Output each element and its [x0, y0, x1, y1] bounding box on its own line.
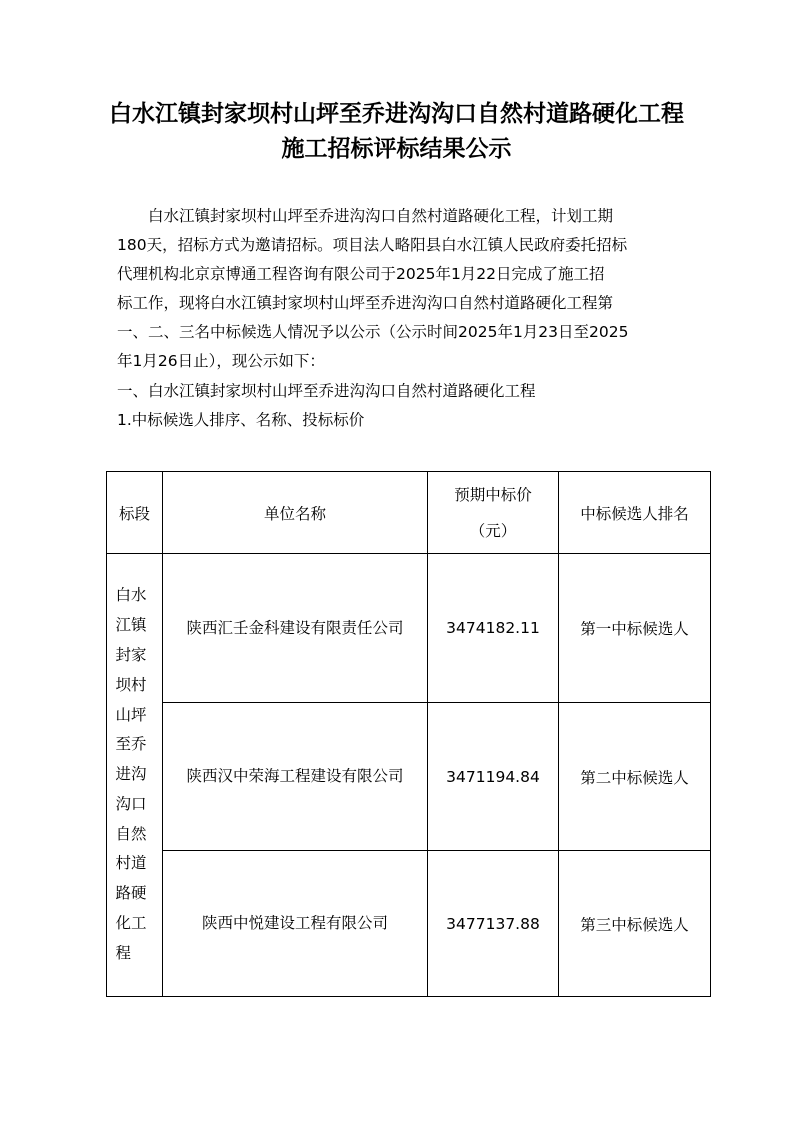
document-title-line-1: 白水江镇封家坝村山坪至乔进沟沟口自然村道路硬化工程	[109, 100, 684, 127]
table-row	[107, 703, 711, 851]
table-row	[107, 554, 711, 703]
price-cell: 3471194.84	[428, 703, 559, 851]
rank-cell: 第一中标候选人	[559, 554, 711, 703]
header-price-line-2: （元）	[469, 521, 517, 540]
price-cell: 3474182.11	[428, 554, 559, 703]
subsection-heading: 1.中标候选人排序、名称、投标标价	[117, 411, 365, 429]
paragraph-line-3: 代理机构北京京博通工程咨询有限公司于2025年1月22日完成了施工招	[117, 265, 605, 283]
header-segment: 标段	[107, 472, 163, 554]
company-cell: 陕西汇壬金科建设有限责任公司	[163, 554, 428, 703]
company-cell: 陕西汉中荣海工程建设有限公司	[163, 703, 428, 851]
segment-cell	[107, 554, 163, 997]
segment-name: 白水江镇封家坝村山坪至乔进沟沟口自然村道路硬化工程	[115, 586, 147, 962]
price-cell: 3477137.88	[428, 851, 559, 997]
paragraph-line-2: 180天，招标方式为邀请招标。项目法人略阳县白水江镇人民政府委托招标	[117, 236, 628, 254]
rank-cell: 第二中标候选人	[559, 703, 711, 851]
section-heading: 一、白水江镇封家坝村山坪至乔进沟沟口自然村道路硬化工程	[117, 382, 536, 400]
table-row	[107, 851, 711, 997]
paragraph-line-6: 年1月26日止），现公示如下：	[117, 352, 325, 370]
paragraph-line-4: 标工作，现将白水江镇封家坝村山坪至乔进沟沟口自然村道路硬化工程第	[117, 294, 614, 312]
rank-cell: 第三中标候选人	[559, 851, 711, 997]
header-price	[428, 472, 559, 554]
paragraph-line-5: 一、二、三名中标候选人情况予以公示（公示时间2025年1月23日至2025	[117, 323, 629, 341]
table-header-row	[107, 472, 711, 554]
company-cell: 陕西中悦建设工程有限公司	[163, 851, 428, 997]
document-title-line-2: 施工招标评标结果公示	[281, 135, 512, 162]
header-price-line-1: 预期中标价	[454, 485, 532, 504]
bid-results-table	[106, 471, 711, 997]
header-rank: 中标候选人排名	[559, 472, 711, 554]
header-company: 单位名称	[163, 472, 428, 554]
paragraph-line-1: 白水江镇封家坝村山坪至乔进沟沟口自然村道路硬化工程，计划工期	[117, 207, 614, 225]
